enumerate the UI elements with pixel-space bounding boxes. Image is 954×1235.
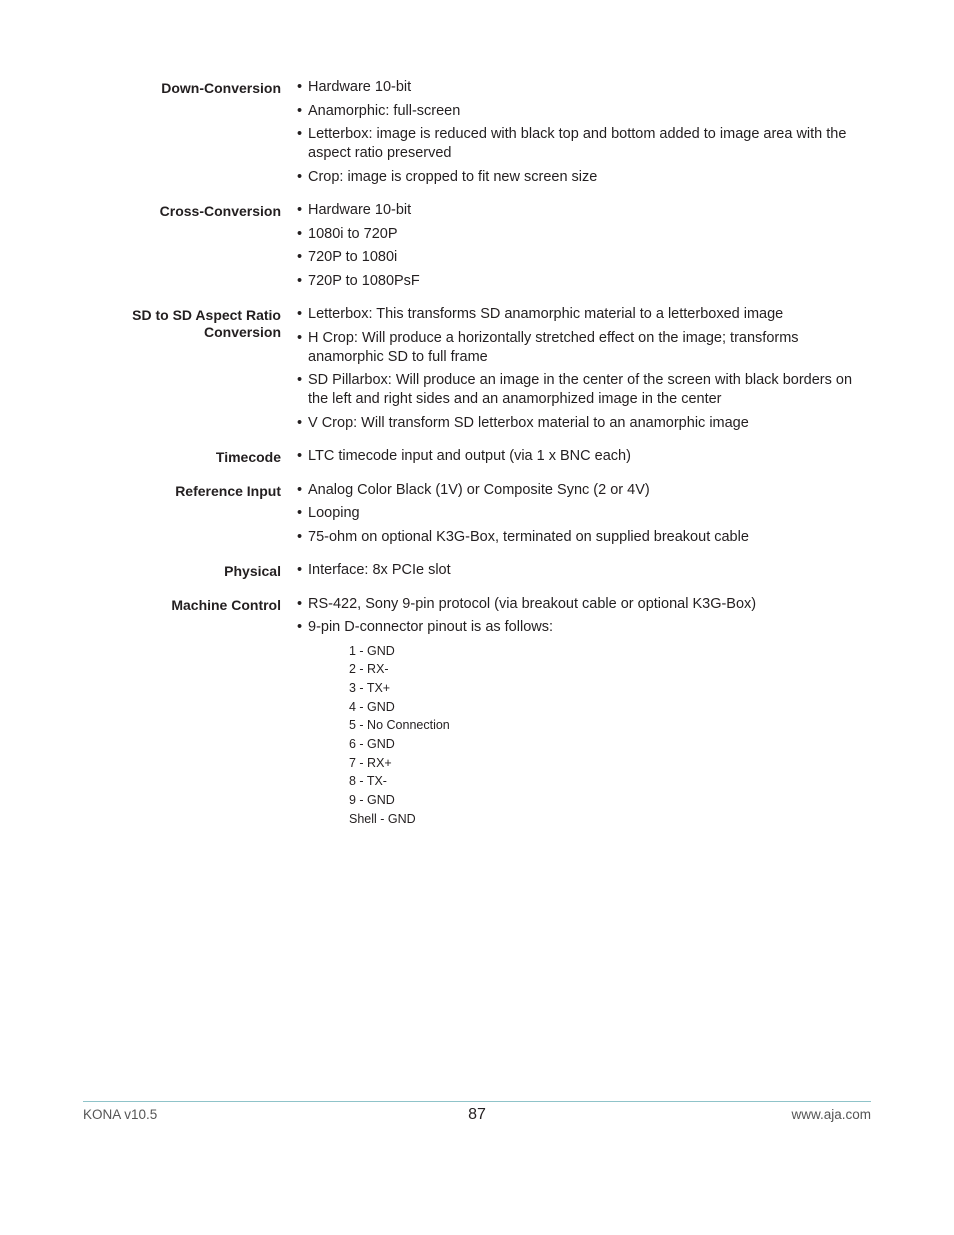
spec-values <box>297 481 863 552</box>
pinout-line: Shell - GND <box>349 811 416 826</box>
pinout-line: 1 - GND <box>349 643 395 658</box>
bullet-text: 75-ohm on optional K3G-Box, terminated on supplied breakout cable <box>308 528 749 545</box>
bullet-dot-icon: • <box>297 168 303 185</box>
bullet-dot-icon: • <box>297 249 303 265</box>
bullet-item <box>297 504 863 523</box>
bullet-item <box>297 248 863 267</box>
bullet-text: Hardware 10-bit <box>308 79 412 95</box>
spec-row <box>0 201 954 295</box>
footer-website: www.aja.com <box>791 1107 871 1122</box>
bullet-text: H Crop: Will produce a horizontally stretched effect on the image; transforms anamorphic SD to full frame <box>308 329 799 365</box>
bullet-text: SD Pillarbox: Will produce an image in the center of the screen with black borders on the left and right sides and an anamorphized image in the center <box>308 372 853 407</box>
pinout-line: 4 - GND <box>349 699 395 714</box>
spec-label: Cross-Conversion <box>159 203 281 219</box>
bullet-text: Letterbox: image is reduced with black top and bottom added to image area with the aspect ratio preserved <box>308 126 847 161</box>
bullet-dot-icon: • <box>297 414 303 431</box>
spec-values <box>297 561 863 585</box>
bullet-dot-icon: • <box>297 528 303 545</box>
bullet-dot-icon: • <box>297 562 303 578</box>
bullet-item <box>297 272 863 291</box>
bullet-text: 720P to 1080i <box>308 249 398 265</box>
bullet-text: LTC timecode input and output (via 1 x BNC each) <box>308 448 631 464</box>
spec-values <box>297 447 863 471</box>
bullet-item <box>297 201 863 220</box>
pinout-line: 2 - RX- <box>349 662 389 677</box>
bullet-dot-icon: • <box>297 448 303 464</box>
bullet-item <box>297 595 863 614</box>
spec-label: Physical <box>224 563 281 579</box>
pinout-line: 9 - GND <box>349 793 395 808</box>
bullet-text: RS-422, Sony 9-pin protocol (via breakout cable or optional K3G-Box) <box>308 595 757 612</box>
bullet-dot-icon: • <box>297 79 303 95</box>
bullet-item <box>297 371 863 409</box>
bullet-item <box>297 618 863 637</box>
bullet-dot-icon: • <box>297 306 303 322</box>
bullet-dot-icon: • <box>297 505 303 521</box>
spec-table <box>0 78 954 839</box>
bullet-text: Analog Color Black (1V) or Composite Sync (2 or 4V) <box>308 481 650 498</box>
spec-row <box>0 78 954 191</box>
spec-label: Down-Conversion <box>161 80 281 96</box>
bullet-item <box>297 528 863 547</box>
bullet-text: 1080i to 720P <box>308 225 398 242</box>
bullet-text: Anamorphic: full-screen <box>308 102 461 119</box>
footer-product-version: KONA v10.5 <box>83 1107 158 1122</box>
spec-row <box>0 305 954 437</box>
bullet-text: V Crop: Will transform SD letterbox material to an anamorphic image <box>308 414 749 431</box>
bullet-text: Crop: image is cropped to fit new screen size <box>308 168 598 185</box>
bullet-text: 9-pin D-connector pinout is as follows: <box>308 619 554 635</box>
spec-row <box>0 561 954 585</box>
spec-values <box>297 305 863 437</box>
bullet-text: Interface: 8x PCIe slot <box>308 562 451 578</box>
bullet-text: Hardware 10-bit <box>308 202 412 218</box>
bullet-item <box>297 225 863 244</box>
bullet-item <box>297 78 863 97</box>
spec-label: Reference Input <box>175 482 281 499</box>
spec-row <box>0 481 954 552</box>
spec-label: Machine Control <box>171 596 281 613</box>
bullet-dot-icon: • <box>297 619 303 635</box>
bullet-item <box>297 481 863 500</box>
bullet-dot-icon: • <box>297 595 303 612</box>
bullet-item <box>297 414 863 433</box>
spec-values <box>297 595 863 829</box>
bullet-dot-icon: • <box>297 372 303 388</box>
bullet-dot-icon: • <box>297 272 303 289</box>
bullet-dot-icon: • <box>297 329 303 346</box>
spec-values <box>297 78 863 191</box>
spec-label: SD to SD Aspect Ratio Conversion <box>132 307 281 340</box>
pinout-list <box>349 642 863 829</box>
spec-label: Timecode <box>215 449 281 465</box>
bullet-text: Looping <box>308 505 360 521</box>
spec-row <box>0 595 954 829</box>
page-number: 87 <box>468 1106 486 1123</box>
pinout-line: 6 - GND <box>349 737 395 752</box>
pinout-line: 3 - TX+ <box>349 680 391 695</box>
bullet-text: 720P to 1080PsF <box>308 272 420 289</box>
footer-divider <box>83 1101 871 1102</box>
bullet-dot-icon: • <box>297 225 303 242</box>
bullet-item <box>297 102 863 121</box>
pinout-line: 5 - No Connection <box>349 718 450 733</box>
pinout-line: 7 - RX+ <box>349 755 392 770</box>
pinout-line: 8 - TX- <box>349 774 387 789</box>
bullet-dot-icon: • <box>297 481 303 498</box>
bullet-dot-icon: • <box>297 102 303 119</box>
spec-values <box>297 201 863 295</box>
bullet-item <box>297 125 863 163</box>
bullet-item <box>297 168 863 187</box>
bullet-dot-icon: • <box>297 126 303 142</box>
bullet-item <box>297 447 863 466</box>
bullet-item <box>297 329 863 367</box>
bullet-item <box>297 561 863 580</box>
bullet-dot-icon: • <box>297 202 303 218</box>
bullet-item <box>297 305 863 324</box>
spec-row <box>0 447 954 471</box>
bullet-text: Letterbox: This transforms SD anamorphic material to a letterboxed image <box>308 306 784 322</box>
